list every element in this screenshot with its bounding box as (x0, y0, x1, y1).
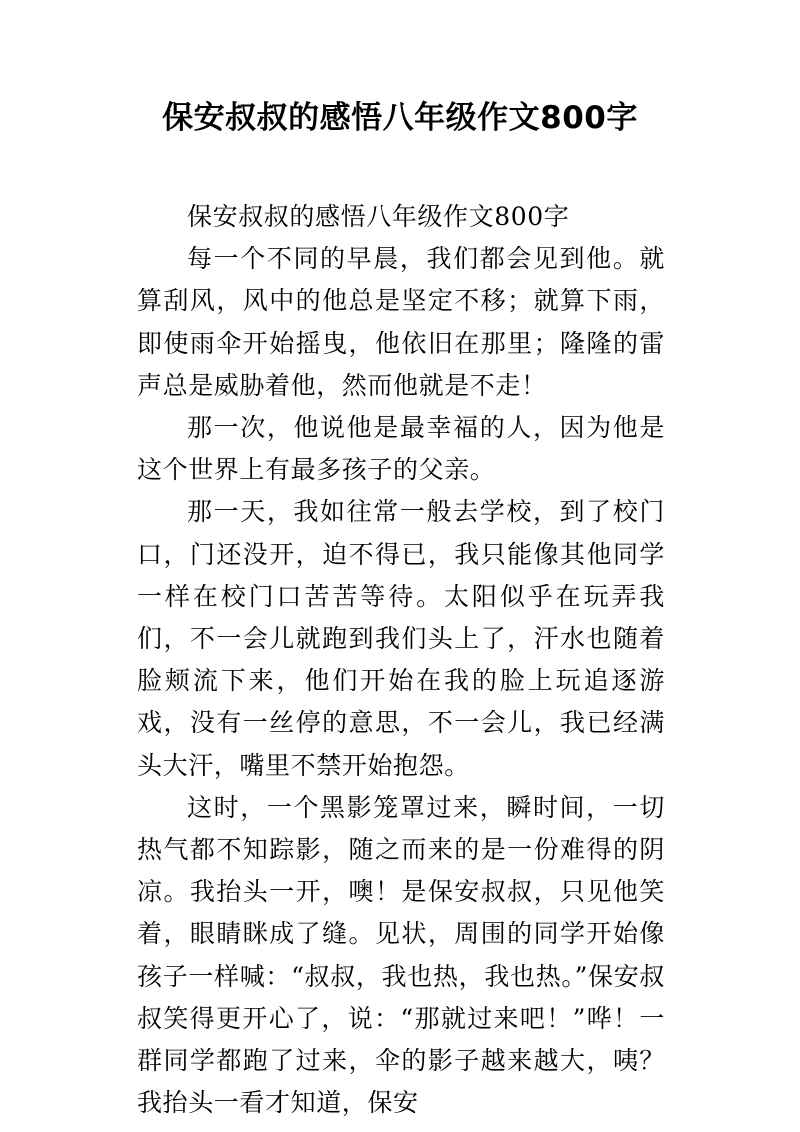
paragraph-subtitle: 保安叔叔的感悟八年级作文800字 (187, 202, 570, 231)
paragraph: 那一次，他说他是最幸福的人，因为他是这个世界上有最多孩子的父亲。 (137, 413, 665, 485)
paragraph: 这时，一个黑影笼罩过来，瞬时间，一切热气都不知踪影，随之而来的是一份难得的阴凉。我抬头一开，噢！是保安叔叔，只见他笑着，眼睛眯成了缝。见状，周围的同学开始像孩子一样喊：“叔叔，我也热，我也热。”保安叔叔笑得更开心了，说：“那就过来吧！”哗！一群同学都跑了过来，伞的影子越来越大，咦？我抬头一看才知道，保安 (137, 792, 665, 1118)
document-title: 保安叔叔的感悟八年级作文800字 (162, 100, 638, 136)
document-body (137, 196, 665, 1124)
paragraph: 那一天，我如往常一般去学校，到了校门口，门还没开，迫不得已，我只能像其他同学一样在校门口苦苦等待。太阳似乎在玩弄我们，不一会儿就跑到我们头上了，汗水也随着脸颊流下来，他们开始在我的脸上玩追逐游戏，没有一丝停的意思，不一会儿，我已经满头大汗，嘴里不禁开始抱怨。 (137, 497, 665, 780)
paragraph: 每一个不同的早晨，我们都会见到他。就算刮风，风中的他总是坚定不移；就算下雨，即使雨伞开始摇曳，他依旧在那里；隆隆的雷声总是威胁着他，然而他就是不走！ (137, 244, 665, 400)
